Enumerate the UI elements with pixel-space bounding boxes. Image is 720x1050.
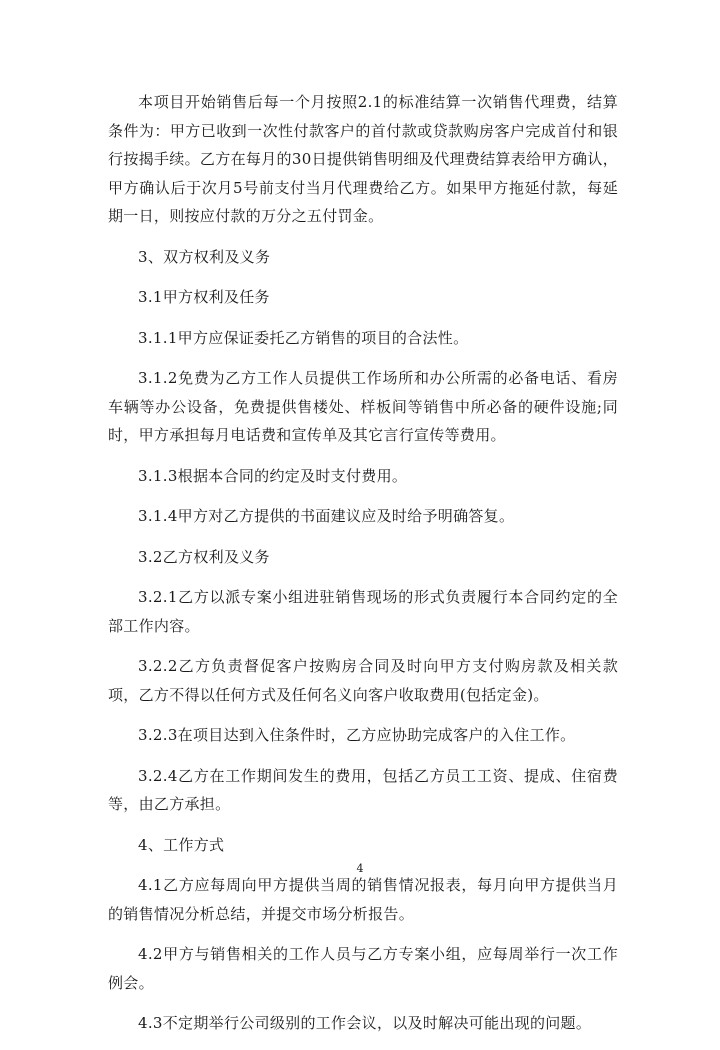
clause-3-2-3: 3.2.3在项目达到入住条件时，乙方应协助完成客户的入住工作。	[138, 726, 576, 744]
clause-3-2-4: 3.2.4乙方在工作期间发生的费用，包括乙方员工工资、提成、住宿费等，由乙方承担。	[108, 766, 618, 813]
page-number: 4	[356, 862, 364, 875]
clause-3-1-2: 3.1.2免费为乙方工作人员提供工作场所和办公所需的必备电话、看房车辆等办公设备，免费提供售楼处、样板间等销售中所必备的硬件设施;同时，甲方承担每月电话费和宣传单及其它言行宣传等费用。	[108, 369, 618, 444]
heading-party-a-rights: 3.1甲方权利及任务	[138, 288, 270, 306]
clause-3-1-4: 3.1.4甲方对乙方提供的书面建议应及时给予明确答复。	[138, 507, 515, 525]
clause-3-1-1: 3.1.1甲方应保证委托乙方销售的项目的合法性。	[138, 328, 469, 347]
heading-party-b-rights: 3.2乙方权利及义务	[138, 547, 270, 566]
clause-3-1-3: 3.1.3根据本合同的约定及时支付费用。	[138, 466, 408, 485]
document-body	[108, 88, 618, 1050]
heading-work-method: 4、工作方式	[138, 835, 225, 854]
paragraph-settlement-terms: 本项目开始销售后每一个月按照2.1的标准结算一次销售代理费，结算条件为：甲方已收到一次性付款客户的首付款或贷款购房客户完成首付和银行按揭手续。乙方在每月的30日提供销售明细及代理费结算表给甲方确认，甲方确认后于次月5号前支付当月代理费给乙方。如果甲方拖延付款，每延期一日，则按应付款的万分之五付罚金。	[108, 93, 618, 225]
heading-rights-obligations: 3、双方权利及义务	[138, 247, 271, 266]
clause-3-2-1: 3.2.1乙方以派专案小组进驻销售现场的形式负责履行本合同约定的全部工作内容。	[108, 588, 618, 635]
clause-3-2-2: 3.2.2乙方负责督促客户按购房合同及时向甲方支付购房款及相关款项，乙方不得以任何方式及任何名义向客户收取费用(包括定金)。	[108, 657, 618, 704]
clause-4-1: 4.1乙方应每周向甲方提供当周的销售情况报表，每月向甲方提供当月的销售情况分析总结，并提交市场分析报告。	[108, 876, 618, 923]
clause-4-3: 4.3不定期举行公司级别的工作会议，以及时解决可能出现的问题。	[138, 1014, 592, 1032]
clause-4-2: 4.2甲方与销售相关的工作人员与乙方专案小组，应每周举行一次工作例会。	[108, 945, 618, 992]
